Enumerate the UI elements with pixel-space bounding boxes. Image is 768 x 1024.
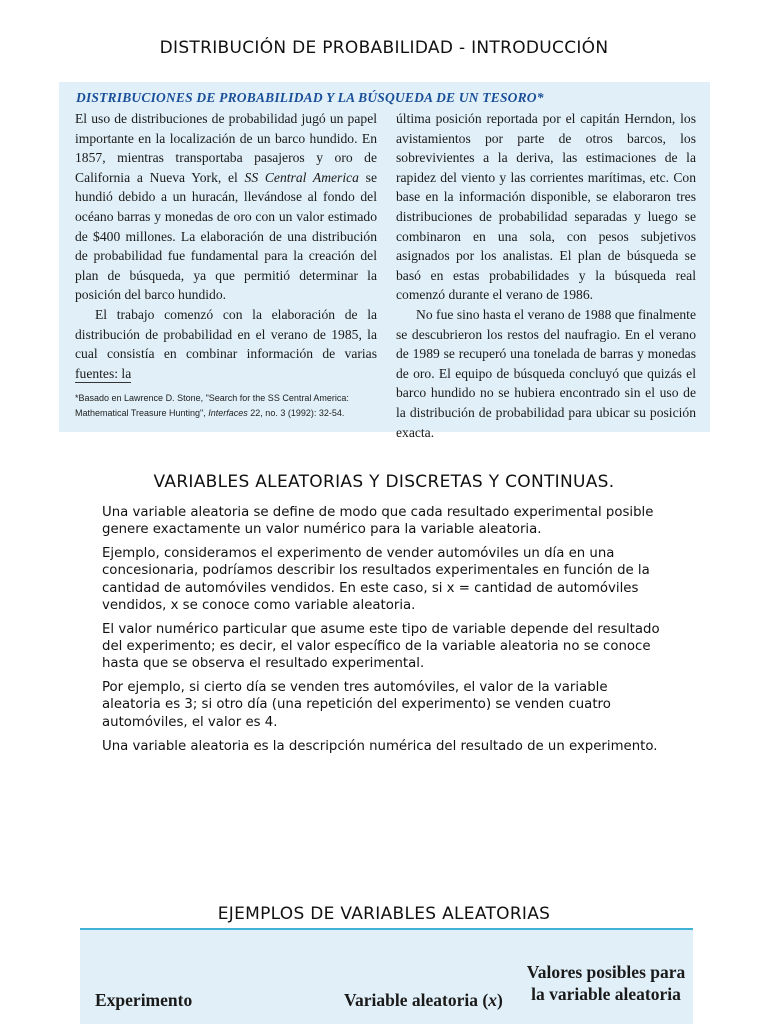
excerpt-heading: DISTRIBUCIONES DE PROBABILIDAD Y LA BÚSQUEDA DE UN TESORO* — [76, 90, 544, 105]
body-paragraph: Ejemplo, consideramos el experimento de vender automóviles un día en una concesionaria, podríamos describir los resultados experimentales en función de la cantidad de automóviles vendidos. En este caso, si x = cantidad de automóviles vendidos, x se conoce como variable aleatoria. — [102, 546, 650, 613]
excerpt-footnote: *Basado en Lawrence D. Stone, "Search for the SS Central America: Mathematical Treasure Hunting", Interfaces 22, no. 3 (1992): 32-54. — [75, 393, 349, 418]
textbook-excerpt-image — [59, 82, 710, 440]
body-paragraph: El valor numérico particular que asume este tipo de variable depende del resultado del experimento; es decir, el valor específico de la variable aleatoria no se conoce hasta que se observa el resultado experimental. — [102, 621, 660, 672]
table-header-experiment: Experimento — [95, 990, 193, 1010]
table-header-variable: Variable aleatoria (x) — [344, 990, 503, 1010]
section-body — [102, 504, 662, 761]
section-title-examples: EJEMPLOS DE VARIABLES ALEATORIAS — [217, 904, 551, 924]
table-header-values: Valores posibles para la variable aleatoria — [526, 962, 686, 1004]
body-paragraph: Una variable aleatoria es la descripción numérica del resultado de un experimento. — [102, 738, 658, 754]
page-title: DISTRIBUCIÓN DE PROBABILIDAD - INTRODUCCIÓN — [159, 38, 609, 58]
excerpt-left-column — [75, 109, 377, 383]
table-top-rule — [80, 928, 693, 930]
ship-name: SS Central America — [244, 169, 359, 185]
excerpt-right-column — [396, 109, 696, 442]
excerpt-paragraph: El uso de distribuciones de probabilidad jugó un papel importante en la localización de un barco hundido. En 1857, mientras transportaba pasajeros y oro de California a Nueva York, el SS Central America se hundió debido a un huracán, llevándose al fondo del océano barras y monedas de oro con un valor estimado de $400 millones. La elaboración de una distribución de probabilidad fue fundamental para la creación del plan de búsqueda, ya que permitió determinar la posición del barco hundido. — [75, 111, 377, 303]
excerpt-paragraph: última posición reportada por el capitán Herndon, los avistamientos por parte de otros barcos, los sobrevivientes a la deriva, las estimaciones de la rapidez del viento y las corrientes marítimas, etc. Con base en la información disponible, se elaboraron tres distribuciones de probabilidad separadas y luego se combinaron en una sola, con pesos subjetivos asignados por los analistas. El plan de búsqueda se basó en estas probabilidades y la búsqueda real comenzó durante el verano de 1986. — [396, 111, 696, 303]
examples-table-image — [80, 928, 693, 1024]
section-title-variables: VARIABLES ALEATORIAS Y DISCRETAS Y CONTINUAS. — [153, 472, 615, 492]
body-paragraph: Por ejemplo, si cierto día se venden tres automóviles, el valor de la variable aleatoria es 3; si otro día (una repetición del experimento) se venden cuatro automóviles, el valor es 4. — [102, 680, 611, 730]
footnote-divider — [75, 382, 131, 383]
excerpt-paragraph: No fue sino hasta el verano de 1988 que finalmente se descubrieron los restos del naufragio. En el verano de 1989 se recuperó una tonelada de barras y monedas de oro. El equipo de búsqueda concluyó que quizás el barco hundido no se hubiera encontrado sin el uso de la distribución de probabilidad para ubicar su posición exacta. — [396, 306, 696, 440]
body-paragraph: Una variable aleatoria se define de modo que cada resultado experimental posible genere exactamente un valor numérico para la variable aleatoria. — [102, 505, 654, 538]
excerpt-paragraph: El trabajo comenzó con la elaboración de la distribución de probabilidad en el verano de 1985, la cual consistía en combinar información de varias fuentes: la — [75, 306, 377, 381]
